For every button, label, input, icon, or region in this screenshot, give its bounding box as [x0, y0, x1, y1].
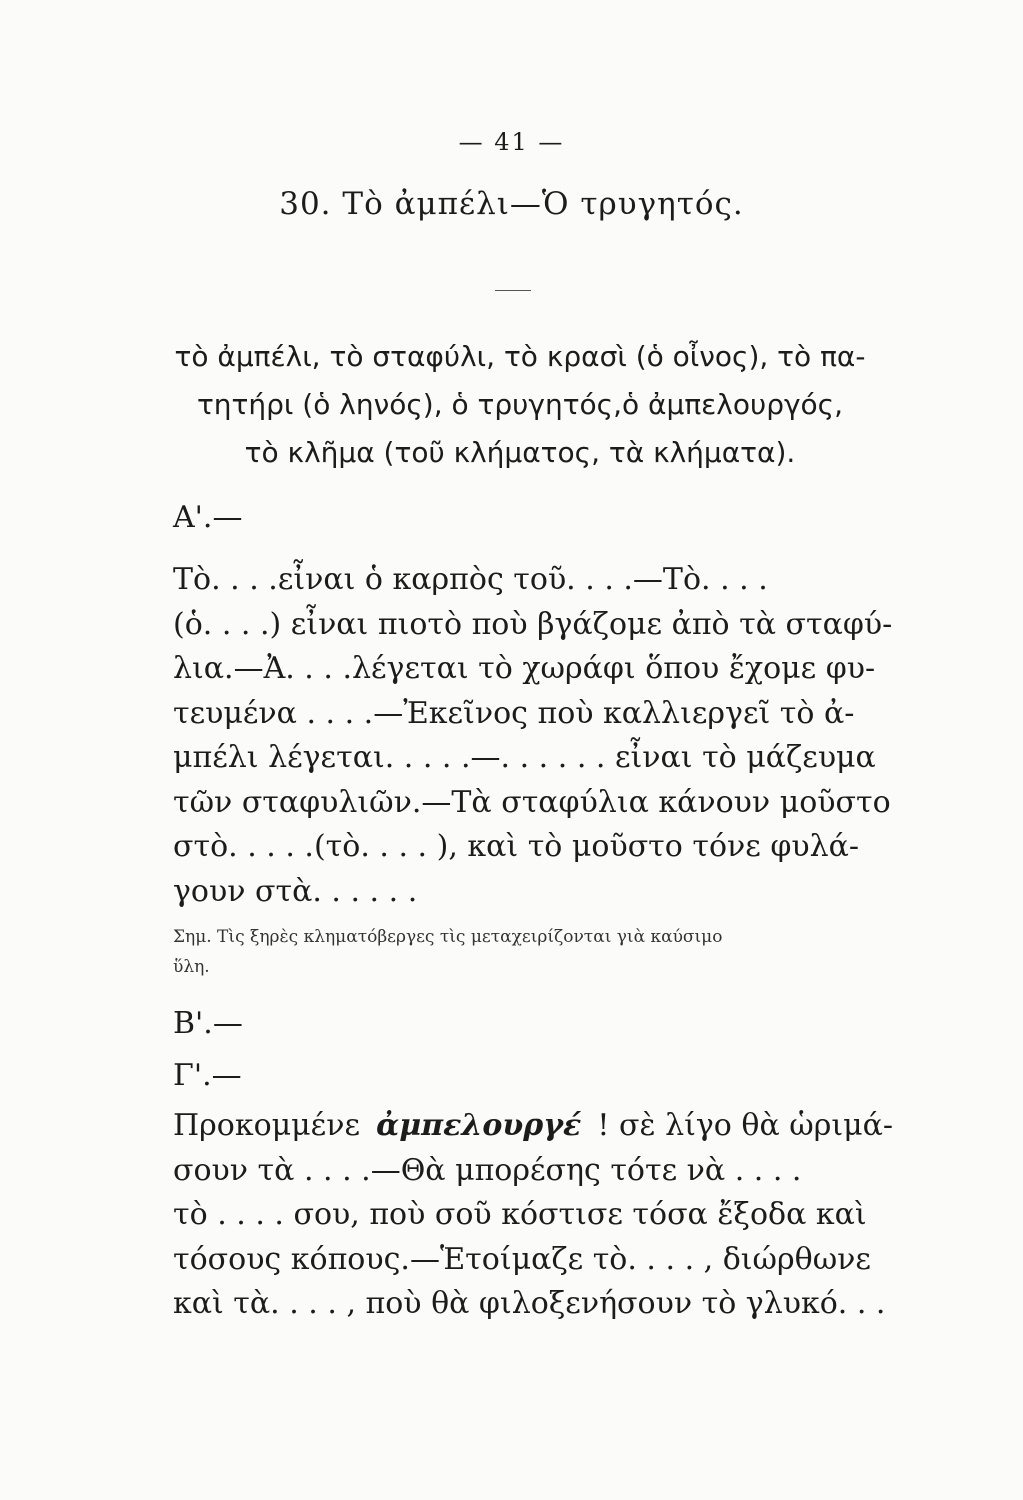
paragraph-line: (ὁ. . . .) εἶναι πιοτὸ ποὺ βγάζομε ἀπὸ τὰ σταφύ-	[173, 606, 893, 642]
paragraph-line: λια.—Ἀ. . . .λέγεται τὸ χωράφι ὅπου ἔχομε φυ-	[173, 651, 876, 686]
paragraph-line-first	[173, 1104, 893, 1149]
paragraph-line: τευμένα . . . .—Ἐκεῖνος ποὺ καλλιεργεῖ τὸ ἀ-	[173, 695, 855, 731]
chapter-title: 30. Τὸ ἀμπέλι—Ὁ τρυγητός.	[279, 186, 744, 222]
paragraph-text: Προκομμένε	[173, 1108, 360, 1143]
paragraph-line: καὶ τὰ. . . . , ποὺ θὰ φιλοξενήσουν τὸ γλυκό. . .	[173, 1286, 886, 1321]
vocabulary-line: τὸ ἀμπέλι, τὸ σταφύλι, τὸ κρασὶ (ὁ οἶνος), τὸ πα-	[174, 340, 866, 373]
paragraph-line: στὸ. . . . .(τὸ. . . . ), καὶ τὸ μοῦστο τόνε φυλά-	[173, 829, 859, 864]
section-g-label: Γ'.—	[173, 1058, 242, 1093]
section-g-paragraph	[173, 1104, 893, 1327]
paragraph-line: Τὸ. . . .εἶναι ὁ καρπὸς τοῦ. . . .—Τὸ. . . .	[173, 562, 768, 597]
paragraph-line: μπέλι λέγεται. . . . .—. . . . . . εἶναι τὸ μάζευμα	[173, 740, 876, 775]
paragraph-line: τῶν σταφυλιῶν.—Τὰ σταφύλια κάνουν μοῦστο	[173, 784, 891, 820]
section-a-label: Α'.—	[173, 500, 243, 535]
vocabulary-line: τητήρι (ὁ ληνός), ὁ τρυγητός,ὁ ἀμπελουργός,	[196, 388, 844, 421]
paragraph-line: τόσους κόπους.—Ἑτοίμαζε τὸ. . . . , διώρθωνε	[173, 1241, 871, 1277]
paragraph-line: σουν τὰ . . . .—Θὰ μπορέσης τότε νὰ . . . .	[173, 1152, 802, 1188]
vocabulary-line: τὸ κλῆμα (τοῦ κλήματος, τὰ κλήματα).	[244, 436, 796, 469]
footnote-line: Σημ. Τὶς ξηρὲς κληματόβεργες τὶς μεταχειρίζονται γιὰ καύσιμο	[173, 927, 723, 947]
page-number: — 41 —	[458, 128, 565, 156]
vocabulary-block	[140, 333, 900, 477]
paragraph-text: ! σὲ λίγο θὰ ὡριμά-	[597, 1108, 893, 1143]
footnote	[173, 922, 893, 982]
section-a-paragraph	[173, 558, 893, 914]
section-b-label: Β'.—	[173, 1006, 243, 1041]
footnote-line: ὕλη.	[173, 957, 210, 977]
paragraph-line: γουν στὰ. . . . . .	[173, 873, 418, 909]
title-divider	[495, 290, 531, 291]
paragraph-line: τὸ . . . . σου, ποὺ σοῦ κόστισε τόσα ἔξοδα καὶ	[173, 1197, 867, 1232]
emphasized-word: ἀμπελουργέ	[376, 1108, 582, 1143]
